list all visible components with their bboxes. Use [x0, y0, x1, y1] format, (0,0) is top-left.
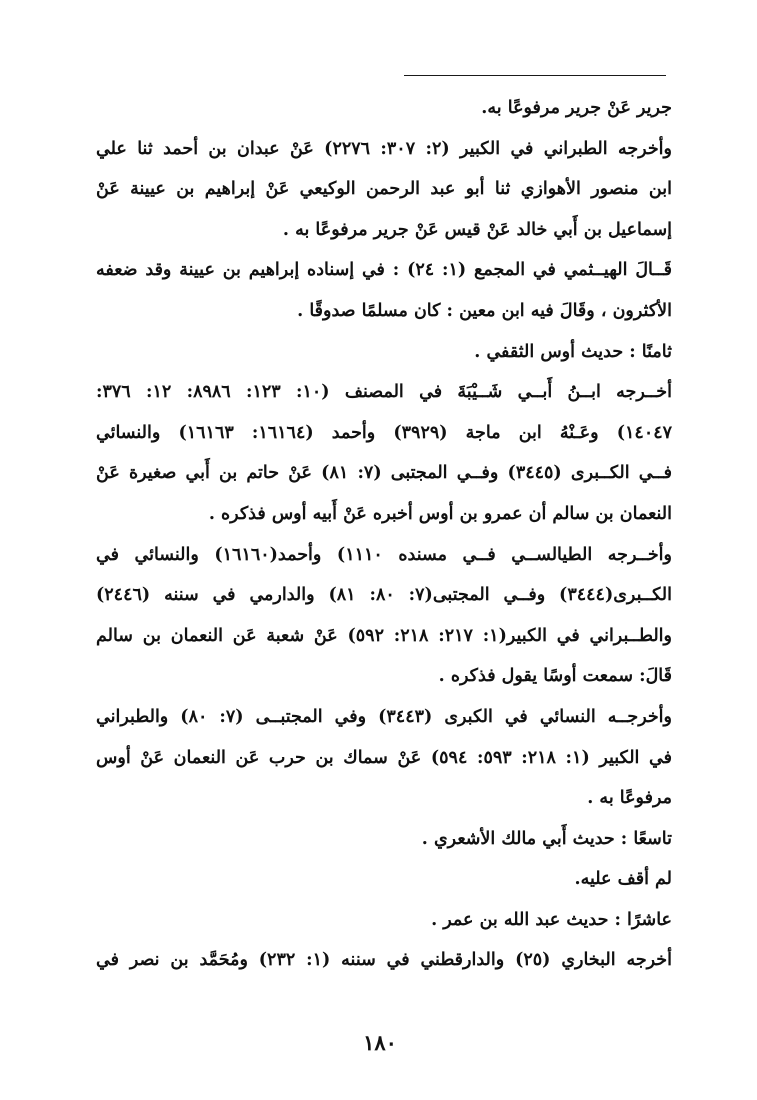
text-line: وأخرجــه النسائي في الكبرى (٣٤٤٣) وفي المجتبــى (٧: ٨٠) والطبراني: [96, 706, 672, 727]
text-line: الأكثرون ، وقَالَ فيه ابن معين : كان مسلمًا صدوقًا .: [297, 300, 672, 321]
text-line: قَــالَ الهيــثمي في المجمع (١: ٢٤) : في إسناده إبراهيم بن عيينة وقد ضعفه: [96, 260, 672, 281]
text-line: والطــبراني في الكبير(١: ٢١٧: ٢١٨: ٥٩٢) عَنْ شعبة عَن النعمان بن سالم: [96, 625, 672, 646]
footnote-separator-rule: [404, 75, 666, 76]
text-line: النعمان بن سالم أن عمرو بن أوس أخبره عَنْ أَبيه أوس فذكره .: [208, 503, 672, 524]
text-line: أخــرجه ابــنُ أَبــي شَــيْبَةَ في المصنف (١٠: ١٢٣: ٨٩٨٦: ١٢: ٣٧٦:: [96, 382, 672, 403]
section-heading-line: عاشرًا : حديث عبد الله بن عمر .: [431, 909, 672, 930]
text-line: لم أقف عليه.: [574, 869, 672, 890]
page-body-text: [96, 88, 672, 981]
page-number: ١٨٠: [363, 1030, 397, 1055]
text-line: الكــبرى(٣٤٤٤) وفــي المجتبى(٧: ٨٠: ٨١) والدارمي في سننه (٢٤٤٦): [96, 585, 672, 606]
text-line: إسماعيل بن أَبي خالد عَنْ قيس عَنْ جرير مرفوعًا به .: [282, 219, 672, 240]
text-line: فــي الكــبرى (٣٤٤٥) وفــي المجتبى (٧: ٨١) عَنْ حاتم بن أَبي صغيرة عَنْ: [96, 463, 673, 484]
text-line: ١٤٠٤٧) وعَـنْهُ ابن ماجة (٣٩٢٩) وأحمد (١٦١٦٤: ١٦١٦٣) والنسائي: [96, 422, 673, 443]
text-line: قَالَ: سمعت أوسًا يقول فذكره .: [438, 666, 672, 687]
text-line: وأخرجه الطبراني في الكبير (٢: ٣٠٧: ٢٢٧٦) عَنْ عبدان بن أحمد ثنا علي: [96, 138, 672, 159]
text-line: ابن منصور الأهوازي ثنا أبو عبد الرحمن الوكيعي عَنْ إبراهيم بن عيينة عَنْ: [96, 179, 672, 200]
section-heading-line: تاسعًا : حديث أَبي مالك الأشعري .: [421, 828, 672, 849]
section-heading-line: ثامنًا : حديث أوس الثقفي .: [474, 341, 672, 362]
text-line: في الكبير (١: ٢١٨: ٥٩٣: ٥٩٤) عَنْ سماك بن حرب عَن النعمان عَنْ أوس: [96, 747, 672, 768]
text-line: مرفوعًا به .: [587, 788, 672, 809]
text-line: أخرجه البخاري (٢٥) والدارقطني في سننه (١: ٢٣٢) ومُحَمَّد بن نصر في: [96, 950, 672, 971]
text-line: جرير عَنْ جرير مرفوعًا به.: [481, 98, 672, 118]
text-line: وأخــرجه الطيالســي فــي مسنده ١١١٠) وأحمد(١٦١٦٠) والنسائي في: [96, 544, 672, 565]
